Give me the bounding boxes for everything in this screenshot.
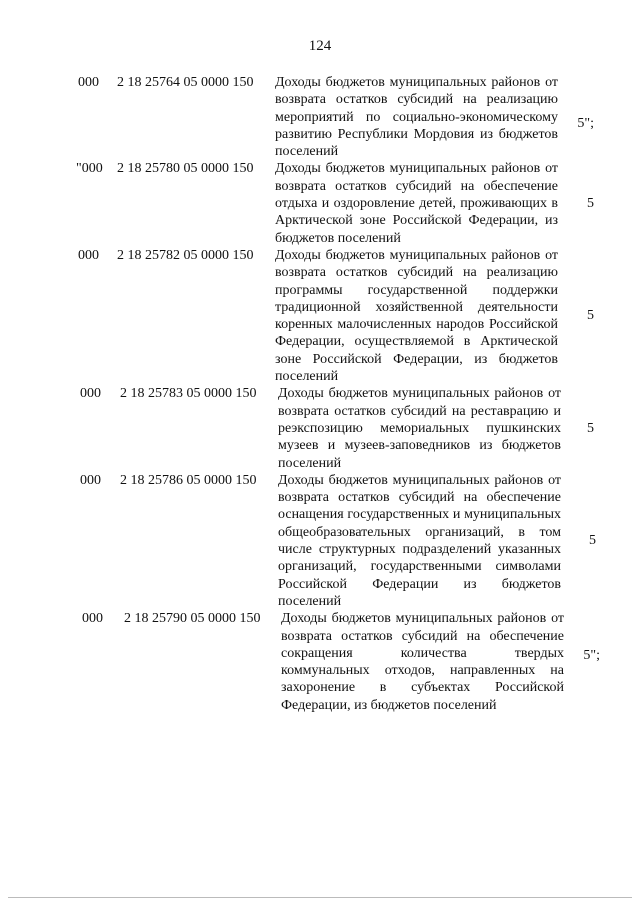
admin-code: 000 (80, 386, 101, 402)
table-row (0, 385, 640, 471)
amount-value: 5 (587, 308, 594, 324)
revenue-description: Доходы бюджетов муниципальных районов от возврата остатков субсидий на обеспечение отдыха и оздоровление детей, проживающих в Арктической зоне Российской Федерации, из бюджетов поселений (275, 161, 558, 246)
amount-value: 5"; (583, 647, 600, 663)
budget-classification-code: 2 18 25782 05 0000 150 (117, 247, 254, 263)
budget-classification-code: 2 18 25780 05 0000 150 (117, 161, 254, 177)
revenue-description: Доходы бюджетов муниципальных районов от возврата остатков субсидий на реализацию мероприятий по социально-экономическому развитию Республики Мордовия из бюджетов поселений (275, 75, 558, 160)
budget-classification-code: 2 18 25790 05 0000 150 (124, 611, 261, 627)
budget-classification-code: 2 18 25764 05 0000 150 (117, 75, 254, 90)
table-row (0, 472, 640, 610)
admin-code: 000 (80, 472, 101, 488)
budget-classification-code: 2 18 25783 05 0000 150 (120, 386, 257, 402)
table-row (0, 610, 640, 714)
revenue-description: Доходы бюджетов муниципальных районов от возврата остатков субсидий на реализацию программы государственной поддержки традиционной хозяйственной деятельности коренных малочисленных народов Российской Федерации, осуществляемой в Арктической зоне Российской Федерации, из бюджетов поселений (275, 247, 558, 385)
revenue-description: Доходы бюджетов муниципальных районов от возврата остатков субсидий на обеспечение оснащения государственных и муниципальных общеобразовательных организаций, в том числе структурных подразделений указанных организаций, государственными символами Российской Федерации из бюджетов поселений (278, 472, 561, 609)
budget-code-table (0, 74, 640, 714)
admin-code: 000 (78, 75, 99, 90)
table-row (0, 160, 640, 246)
amount-value: 5 (589, 533, 596, 549)
revenue-description: Доходы бюджетов муниципальных районов от возврата остатков субсидий на обеспечение сокращения количества твердых коммунальных отходов, направленных на захоронение в субъектах Российской Федерации, из бюджетов поселений (281, 611, 564, 713)
amount-value: 5"; (577, 116, 594, 131)
table-row (0, 247, 640, 385)
amount-value: 5 (587, 195, 594, 211)
table-row (0, 74, 640, 160)
revenue-description: Доходы бюджетов муниципальных районов от возврата остатков субсидий на реставрацию и реэкспозицию мемориальных пушкинских музеев и музеев-заповедников из бюджетов поселений (278, 386, 561, 471)
admin-code: 000 (78, 247, 99, 263)
page-bottom-edge (8, 897, 632, 898)
amount-value: 5 (587, 420, 594, 436)
admin-code: 000 (82, 611, 103, 627)
budget-classification-code: 2 18 25786 05 0000 150 (120, 472, 257, 488)
admin-code: "000 (76, 161, 103, 177)
page-number: 124 (308, 38, 332, 54)
